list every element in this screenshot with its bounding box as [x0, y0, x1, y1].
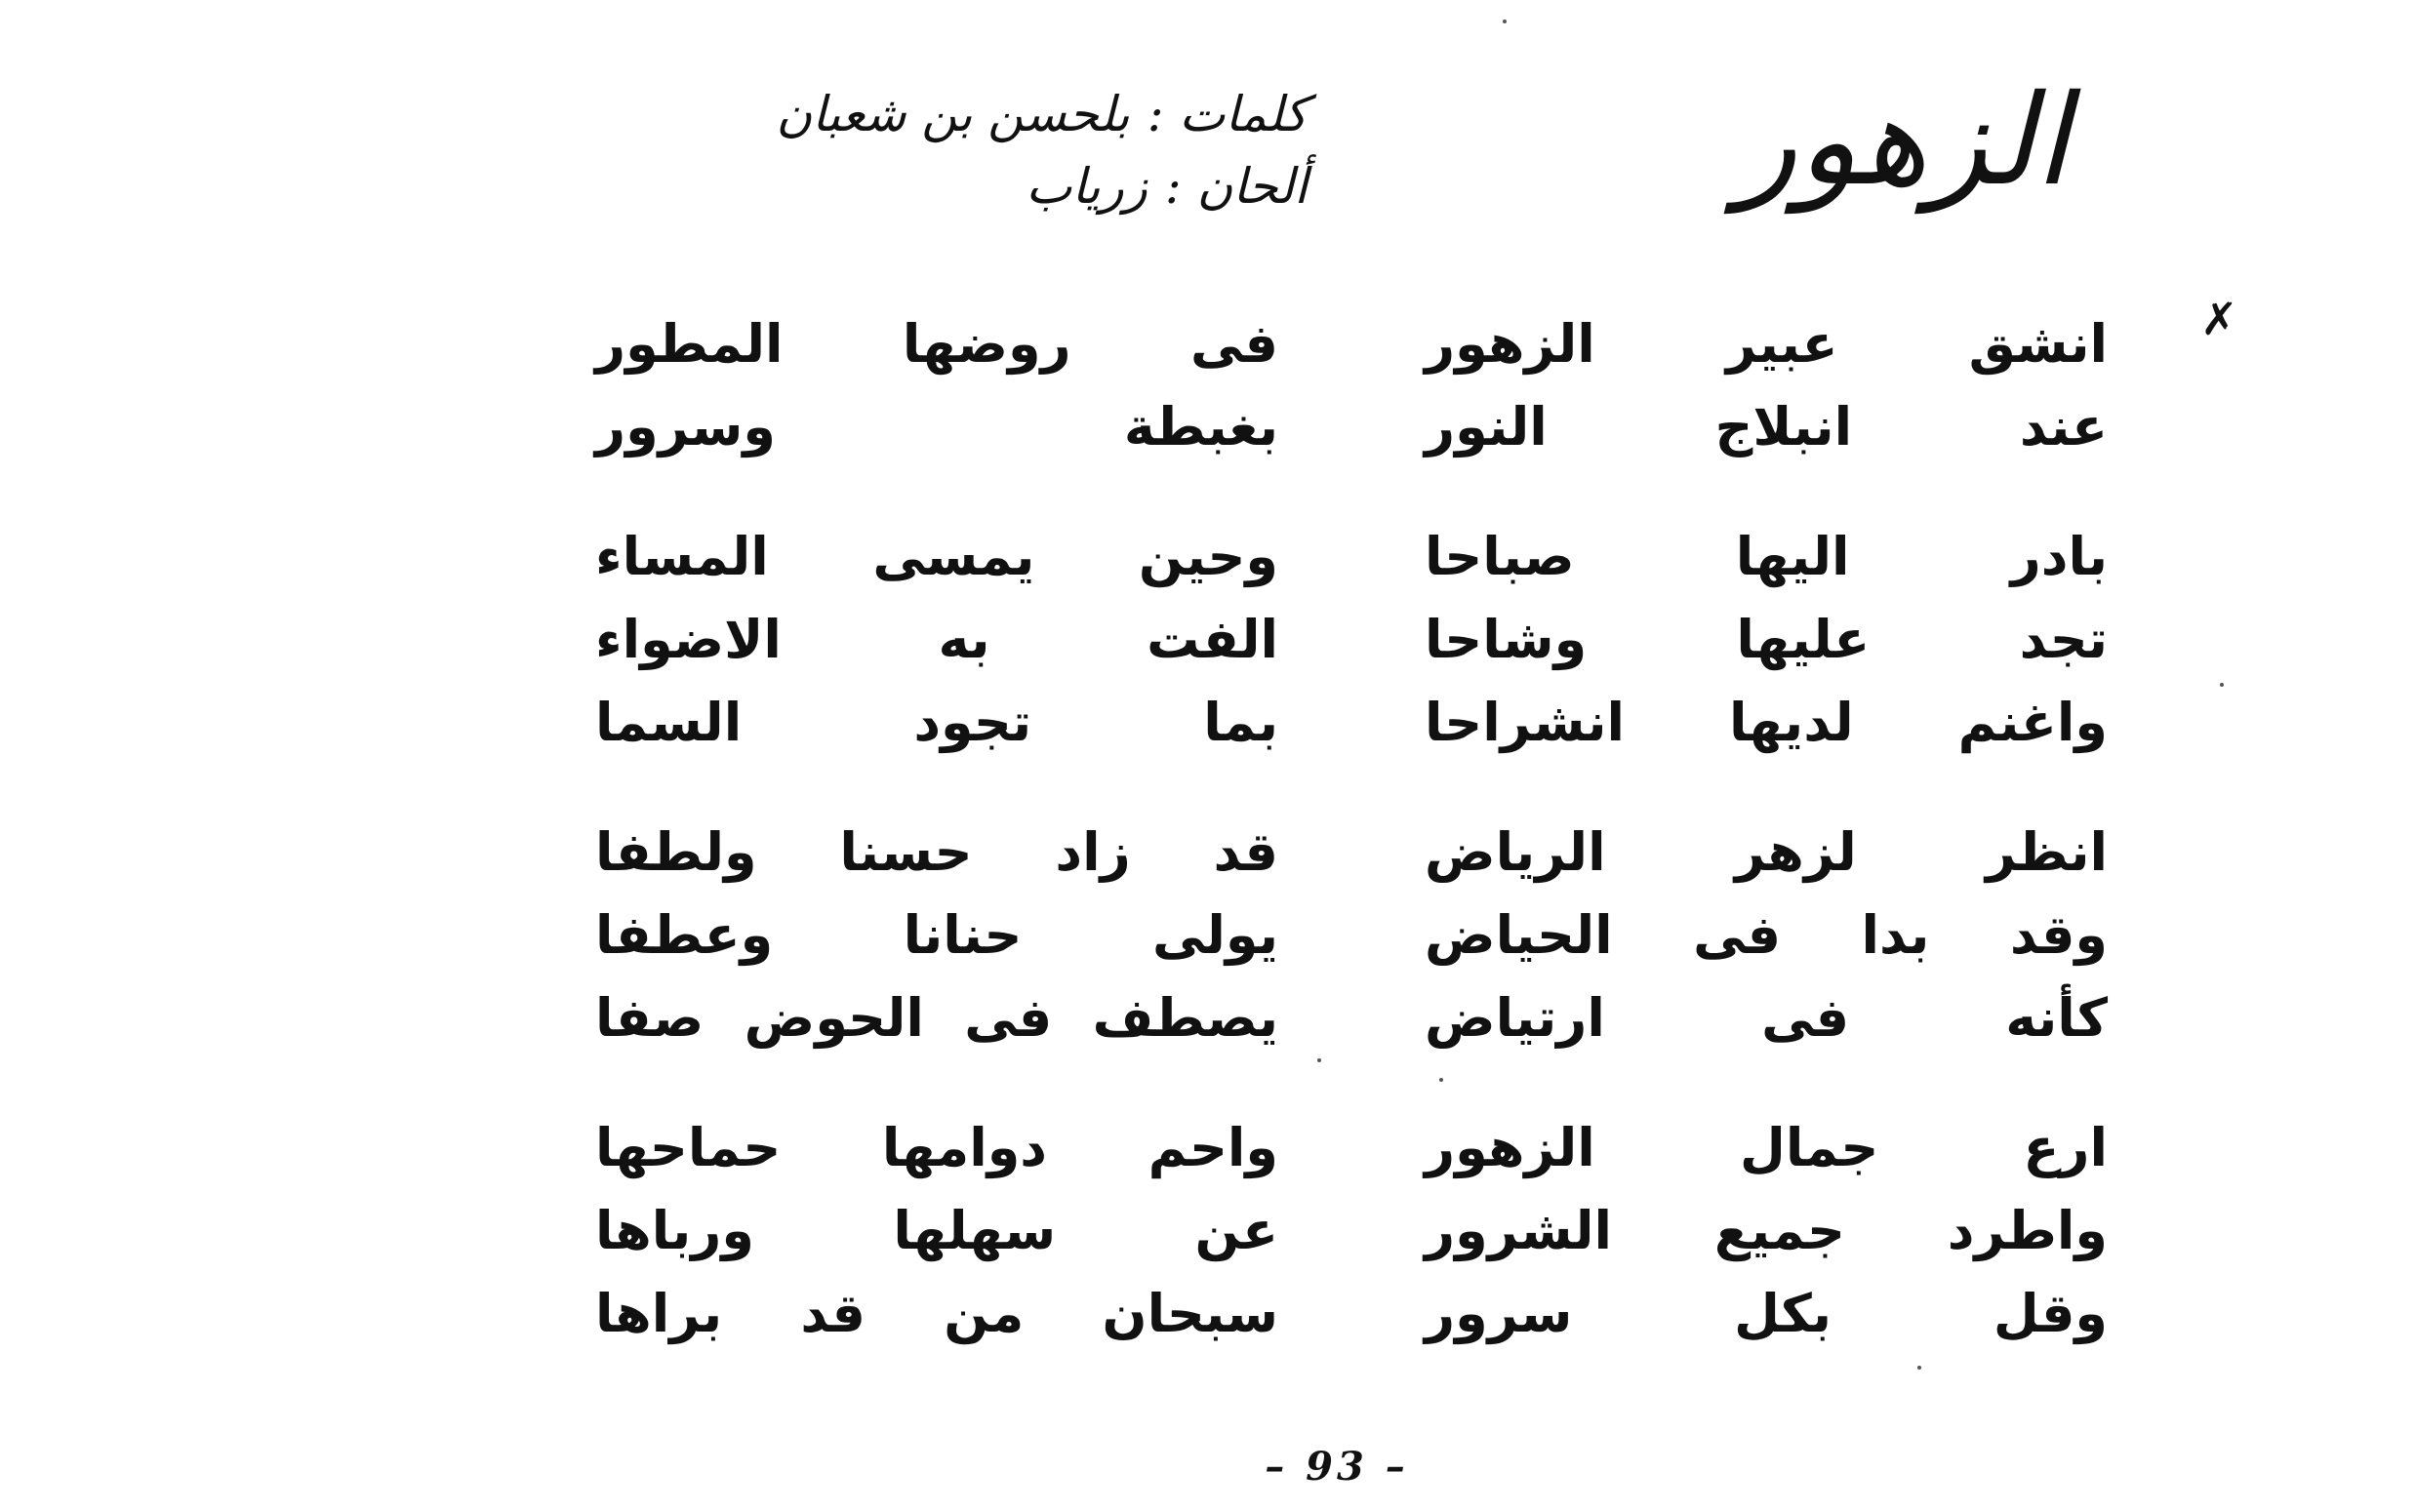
stanza: [1425, 811, 2108, 1059]
scan-speck: [2220, 683, 2224, 687]
verse-line: واطرد جميع الشرور: [1425, 1200, 2108, 1261]
verse-line: وقل بكل سرور: [1425, 1283, 2108, 1344]
verse-line: بما تجود السما: [595, 692, 1278, 753]
margin-mark-icon: ✗: [2200, 293, 2238, 345]
verse-line: بادر اليها صباحا: [1425, 526, 2108, 587]
verse-line: انظر لزهر الرياض: [1425, 821, 2108, 883]
lyrics-label: كلمات :: [1147, 86, 1308, 142]
scan-speck: [1317, 1058, 1321, 1062]
verse-line: قد زاد حسنا ولطفا: [595, 821, 1278, 883]
verse-line: يولى حنانا وعطفا: [595, 904, 1278, 966]
stanza: [595, 302, 1278, 468]
stanza: [595, 811, 1278, 1059]
stanza: [1425, 515, 2108, 764]
verse-line: كأنه فى ارتياض: [1425, 987, 2108, 1049]
verse-line: تجد عليها وشاحا: [1425, 609, 2108, 670]
melody-author: زرياب: [1026, 158, 1148, 215]
verse-line: الفت به الاضواء: [595, 609, 1278, 670]
scan-speck: [1503, 20, 1507, 23]
verse-line: عن سهلها ورباها: [595, 1200, 1278, 1261]
verse-column-left: [595, 302, 1278, 1355]
lyrics-author: بلحسن بن شعبان: [776, 86, 1130, 142]
stanza: [1425, 302, 2108, 468]
verse-line: واحم دوامها حماحها: [595, 1117, 1278, 1178]
verse-line: واغنم لديها انشراحا: [1425, 692, 2108, 753]
verse-line: ارع جمال الزهور: [1425, 1117, 2108, 1178]
stanza: [595, 1106, 1278, 1355]
verse-line: وقد بدا فى الحياض: [1425, 904, 2108, 966]
verse-line: سبحان من قد براها: [595, 1283, 1278, 1344]
verse-line: عند انبلاج النور: [1425, 396, 2108, 458]
verse-line: بغبطة وسرور: [595, 396, 1278, 458]
lyrics-credit: [683, 78, 1308, 150]
scan-speck: [1439, 1078, 1443, 1082]
verse-line: فى روضها المطور: [595, 313, 1278, 375]
page-number: – 93 –: [1265, 1444, 1409, 1490]
melody-credit: [683, 150, 1308, 222]
verse-line: وحين يمسى المساء: [595, 526, 1278, 587]
scan-speck: [1917, 1366, 1921, 1370]
verse-column-right: [1425, 302, 2108, 1355]
melody-label: ألحان :: [1164, 158, 1308, 215]
stanza: [1425, 1106, 2108, 1355]
credits-block: [683, 78, 1308, 222]
poem-title: الزهور: [1736, 68, 2070, 214]
stanza: [595, 515, 1278, 764]
verse-line: انشق عبير الزهور: [1425, 313, 2108, 375]
verse-line: يصطف فى الحوض صفا: [595, 987, 1278, 1049]
